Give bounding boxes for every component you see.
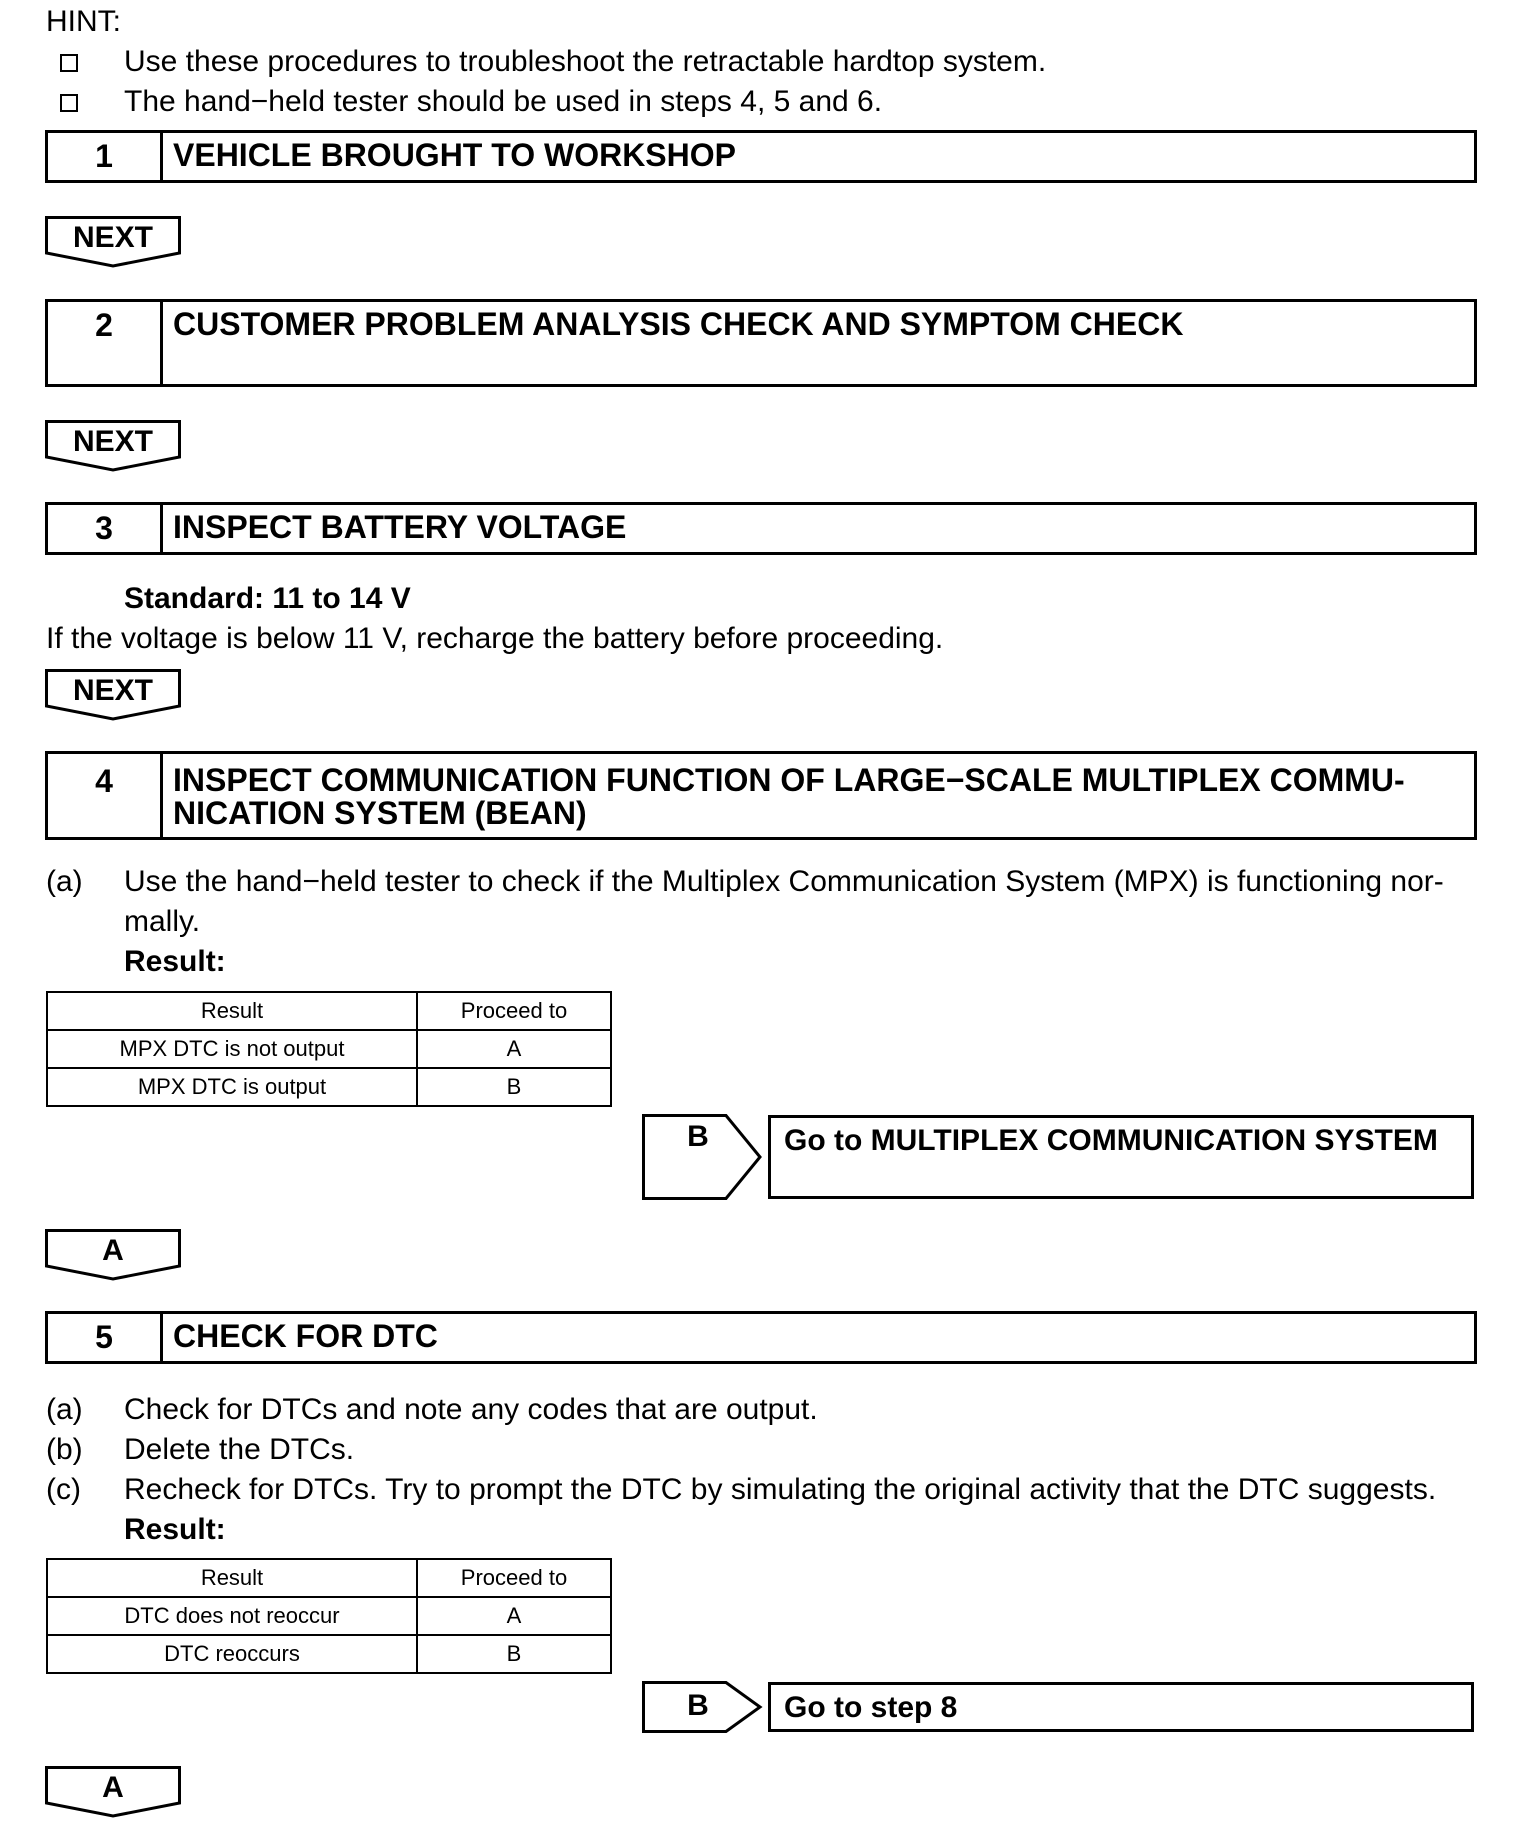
goto-target-box[interactable]: Go to MULTIPLEX COMMUNICATION SYSTEM [768, 1115, 1474, 1199]
next-label: NEXT [72, 221, 153, 254]
next-button[interactable] [45, 216, 181, 268]
result-label: Result: [124, 945, 226, 978]
item-letter: (a) [46, 865, 83, 898]
voltage-note: If the voltage is below 11 V, recharge the battery before proceeding. [46, 622, 944, 655]
step-number: 3 [48, 505, 163, 552]
table-cell: DTC reoccurs [47, 1635, 417, 1673]
item-letter: (b) [46, 1433, 83, 1466]
step-title-line: NICATION SYSTEM (BEAN) [173, 795, 587, 831]
goto-target-box[interactable]: Go to step 8 [768, 1682, 1474, 1732]
step-number: 1 [48, 133, 163, 180]
result-table [46, 1558, 612, 1674]
next-label: NEXT [72, 425, 153, 458]
item-text-line: Use the hand−held tester to check if the Multiplex Communication System (MPX) is functioning nor- [124, 865, 1444, 898]
table-cell: A [417, 1597, 611, 1635]
branch-label: B [687, 1689, 709, 1722]
step-title: VEHICLE BROUGHT TO WORKSHOP [173, 137, 736, 173]
item-text: Recheck for DTCs. Try to prompt the DTC by simulating the original activity that the DTC suggests. [124, 1473, 1437, 1506]
table-row [47, 1597, 611, 1635]
step-number: 4 [48, 754, 163, 837]
branch-a-label: A [102, 1234, 124, 1267]
result-table [46, 991, 612, 1107]
step-title: CHECK FOR DTC [173, 1318, 438, 1354]
next-button[interactable] [45, 420, 181, 472]
step-title-line: INSPECT COMMUNICATION FUNCTION OF LARGE−SCALE MULTIPLEX COMMU- [173, 762, 1405, 798]
hint-text: Use these procedures to troubleshoot the retractable hardtop system. [124, 45, 1047, 78]
table-cell: MPX DTC is output [47, 1068, 417, 1106]
hint-text: The hand−held tester should be used in steps 4, 5 and 6. [124, 85, 883, 118]
step-number: 2 [48, 302, 163, 384]
column-header: Result [47, 1559, 417, 1597]
checkbox-square-icon [60, 54, 78, 72]
step-1-header [45, 130, 1477, 183]
next-label: NEXT [72, 674, 153, 707]
table-cell: B [417, 1635, 611, 1673]
hint-label: HINT: [46, 5, 121, 38]
branch-label: B [687, 1120, 709, 1153]
step-4-header [45, 751, 1477, 840]
table-row [47, 1635, 611, 1673]
table-header-row [47, 1559, 611, 1597]
branch-a-button[interactable] [45, 1229, 181, 1281]
step-3-header [45, 502, 1477, 555]
checkbox-square-icon [60, 94, 78, 112]
standard-value: Standard: 11 to 14 V [124, 582, 411, 615]
next-button[interactable] [45, 669, 181, 721]
table-cell: A [417, 1030, 611, 1068]
item-text [124, 862, 1444, 942]
step-title: INSPECT BATTERY VOLTAGE [173, 509, 627, 545]
item-letter: (a) [46, 1393, 83, 1426]
branch-a-button[interactable] [45, 1766, 181, 1818]
item-text-line: mally. [124, 905, 201, 938]
column-header: Result [47, 992, 417, 1030]
column-header: Proceed to [417, 992, 611, 1030]
column-header: Proceed to [417, 1559, 611, 1597]
table-cell: DTC does not reoccur [47, 1597, 417, 1635]
result-label: Result: [124, 1513, 226, 1546]
table-cell: MPX DTC is not output [47, 1030, 417, 1068]
item-text: Delete the DTCs. [124, 1433, 355, 1466]
step-5-header [45, 1311, 1477, 1364]
table-row [47, 1068, 611, 1106]
step-title [173, 754, 1460, 830]
table-row [47, 1030, 611, 1068]
table-cell: B [417, 1068, 611, 1106]
step-title: CUSTOMER PROBLEM ANALYSIS CHECK AND SYMPTOM CHECK [173, 306, 1184, 342]
table-header-row [47, 992, 611, 1030]
item-letter: (c) [46, 1473, 81, 1506]
branch-a-label: A [102, 1771, 124, 1804]
item-text: Check for DTCs and note any codes that are output. [124, 1393, 818, 1426]
step-2-header [45, 299, 1477, 387]
step-number: 5 [48, 1314, 163, 1361]
